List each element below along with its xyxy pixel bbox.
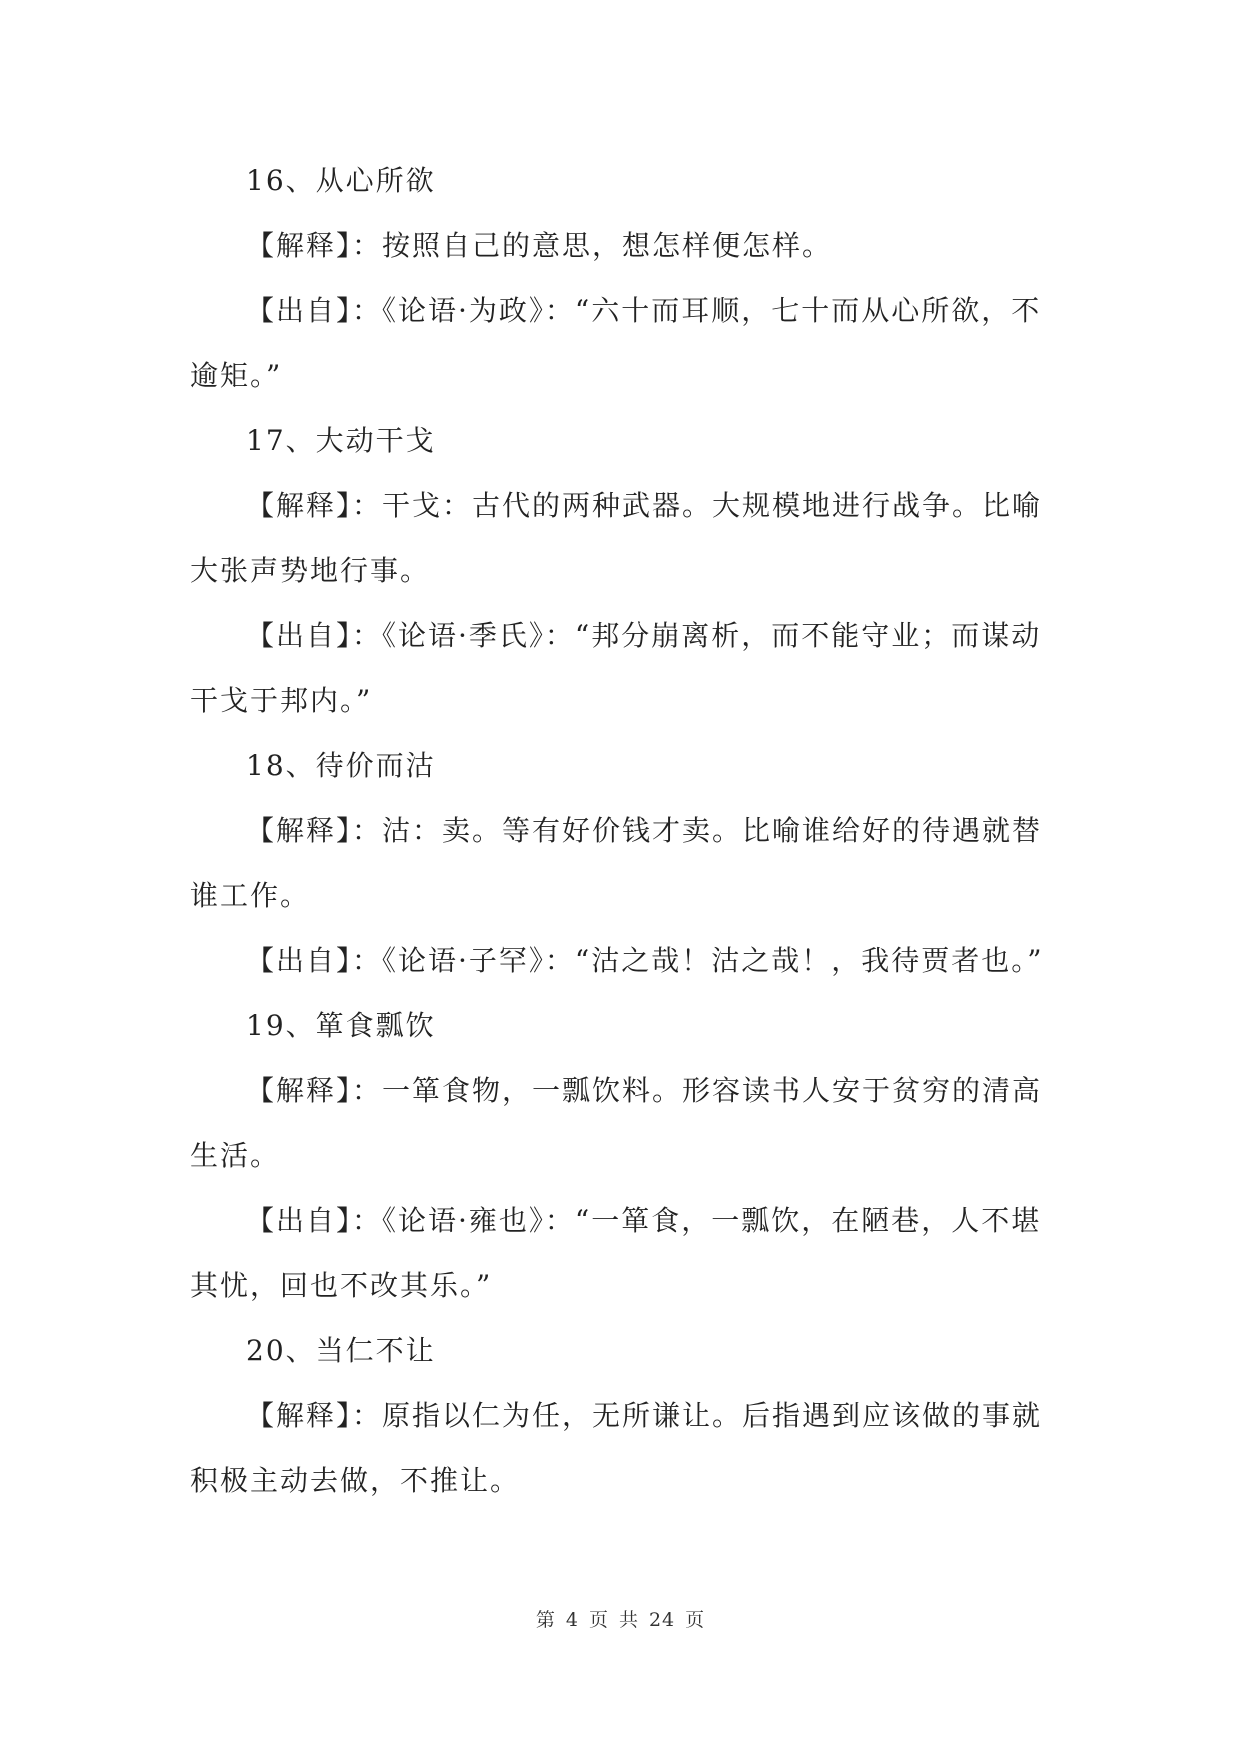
footer-total-pages: 24 <box>648 1609 676 1631</box>
footer-total-word: 共 <box>618 1609 639 1631</box>
idiom-source: 【出自】：《论语·季氏》：“邦分崩离析，而不能守业；而谋动干戈于邦内。” <box>190 619 1042 717</box>
idiom-explanation: 【解释】：按照自己的意思，想怎样便怎样。 <box>246 229 833 262</box>
idiom-source: 【出自】：《论语·子罕》：“沽之哉！沽之哉！，我待贾者也。” <box>246 944 1044 977</box>
idiom-explanation: 【解释】：原指以仁为任，无所谦让。后指遇到应该做的事就积极主动去做，不推让。 <box>190 1399 1043 1497</box>
idiom-explanation: 【解释】：沽：卖。等有好价钱才卖。比喻谁给好的待遇就替谁工作。 <box>190 814 1043 912</box>
idiom-heading: 18、待价而沽 <box>246 749 436 782</box>
idiom-heading: 19、箪食瓢饮 <box>246 1009 436 1042</box>
footer-prefix: 第 <box>535 1609 556 1631</box>
document-body <box>190 148 1056 1513</box>
idiom-source: 【出自】：《论语·为政》：“六十而耳顺，七十而从心所欲，不逾矩。” <box>190 294 1042 392</box>
footer-total-unit: 页 <box>685 1609 706 1631</box>
idiom-heading: 17、大动干戈 <box>246 424 436 457</box>
idiom-source: 【出自】：《论语·雍也》：“一箪食，一瓢饮，在陋巷，人不堪其忧，回也不改其乐。” <box>190 1204 1042 1302</box>
idiom-explanation: 【解释】：干戈：古代的两种武器。大规模地进行战争。比喻大张声势地行事。 <box>190 489 1043 587</box>
idiom-heading: 16、从心所欲 <box>246 164 436 197</box>
footer-page-unit: 页 <box>588 1609 609 1631</box>
idiom-explanation: 【解释】：一箪食物，一瓢饮料。形容读书人安于贫穷的清高生活。 <box>190 1074 1043 1172</box>
footer-page-number: 4 <box>565 1609 579 1631</box>
idiom-heading: 20、当仁不让 <box>246 1334 436 1367</box>
page-footer <box>0 1605 1241 1632</box>
